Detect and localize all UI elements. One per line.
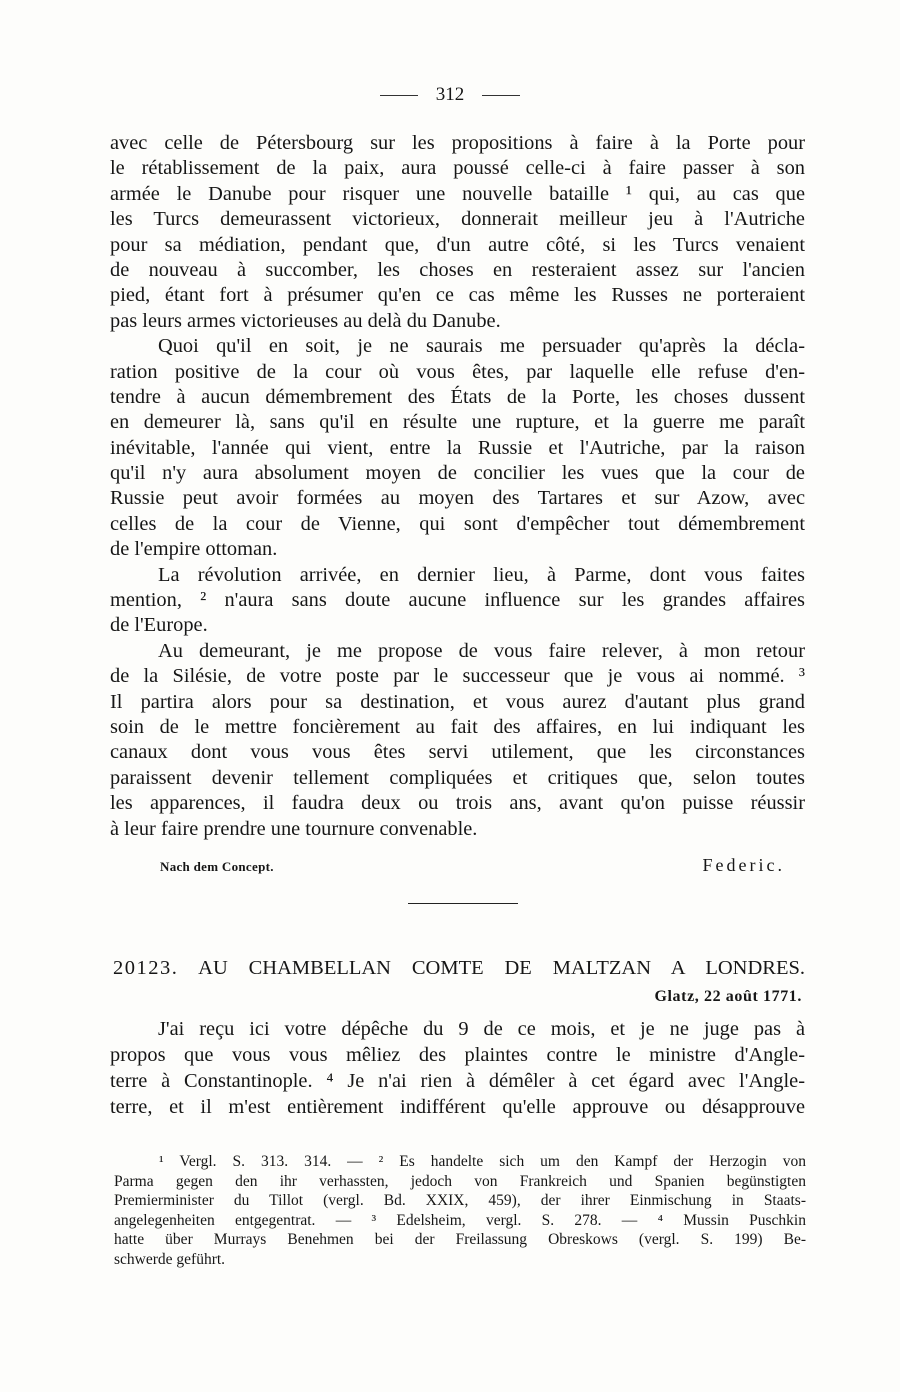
text-line: armée le Danube pour risquer une nouvelle bataille ¹ qui, au cas que [110, 182, 805, 205]
text-line: les apparences, il faudra deux ou trois ans, avant qu'on puisse réussir [110, 792, 805, 815]
text-line: qu'il n'y aura absolument moyen de concilier les vues que la cour de [110, 462, 805, 485]
document-number: 20123. [113, 957, 179, 979]
text-line: La révolution arrivée, en dernier lieu, à Parme, dont vous faites [158, 563, 805, 586]
place-date: Glatz, 22 août 1771. [654, 988, 802, 1005]
text-line: avec celle de Pétersbourg sur les propositions à faire à la Porte pour [110, 132, 805, 154]
document-title: AU CHAMBELLAN COMTE DE MALTZAN A LONDRES. [198, 957, 806, 979]
document-heading [113, 957, 805, 980]
text-line: de l'empire ottoman. [110, 538, 278, 561]
text-line: propos que vous vous mêliez des plaintes contre le ministre d'Angle- [110, 1044, 805, 1066]
header-rule-left [380, 95, 418, 96]
text-line: tendre à aucun démembrement des États de la Porte, les choses dussent [110, 385, 805, 408]
text-line: à leur faire prendre une tournure convenable. [110, 817, 478, 840]
footnote-line: angelegenheiten entgegentrat. — ³ Edelsheim, vergl. S. 278. — ⁴ Mussin Puschkin [114, 1211, 806, 1229]
text-line: mention, ² n'aura sans doute aucune influence sur les grandes affaires [110, 589, 805, 612]
signature: Federic. [702, 855, 785, 875]
text-line: terre à Constantinople. ⁴ Je n'ai rien à démêler à cet égard avec l'Angle- [110, 1070, 805, 1092]
second-letter-body [110, 1016, 805, 1120]
footnote-line: ¹ Vergl. S. 313. 314. — ² Es handelte sich um den Kampf der Herzogin von [159, 1153, 806, 1170]
header-rule-right [482, 95, 520, 96]
text-line: Russie peut avoir formées au moyen des Tartares et sur Azow, avec [110, 487, 805, 510]
page-number: 312 [435, 84, 465, 105]
footnote-line: Premierminister du Tillot (vergl. Bd. XXIX, 459), der ihrer Einmischung in Staats- [114, 1192, 806, 1209]
source-note: Nach dem Concept. [160, 859, 274, 874]
text-line: terre, et il m'est entièrement indifférent qu'elle approuve ou désapprouve [110, 1096, 805, 1118]
footnote-line: hatte über Murrays Benehmen bei der Freilassung Obreskows (vergl. S. 199) Be- [114, 1231, 806, 1248]
text-line: pas leurs armes victorieuses au delà du Danube. [110, 309, 501, 332]
text-line: inévitable, l'année qui vient, entre la Russie et l'Autriche, par la raison [110, 436, 805, 459]
footnotes [114, 1152, 806, 1269]
text-line: pied, étant fort à présumer qu'en ce cas même les Russes ne porteraient [110, 284, 805, 307]
letter-body [110, 131, 805, 842]
text-line: de nouveau à succomber, les choses en resteraient assez sur l'ancien [110, 258, 805, 281]
page-header [0, 84, 900, 106]
text-line: J'ai reçu ici votre dépêche du 9 de ce mois, et je ne juge pas à [158, 1018, 805, 1040]
text-line: de l'Europe. [110, 614, 208, 637]
text-line: Quoi qu'il en soit, je ne saurais me persuader qu'après la décla- [158, 335, 805, 358]
text-line: canaux dont vous vous êtes servi utilement, que les circonstances [110, 741, 805, 764]
text-line: le rétablissement de la paix, aura poussé celle-ci à faire passer à son [110, 157, 805, 180]
text-line: Il partira alors pour sa destination, et vous aurez d'autant plus grand [110, 690, 805, 713]
footnote-line: Parma gegen den ihr verhassten, jedoch von Frankreich und Spanien begünstigten [114, 1172, 806, 1190]
text-line: soin de le mettre foncièrement au fait des affaires, en lui indiquant les [110, 715, 805, 738]
text-line: Au demeurant, je me propose de vous faire relever, à mon retour [158, 639, 805, 662]
text-line: celles de la cour de Vienne, qui sont d'empêcher tout démembrement [110, 512, 805, 535]
text-line: de la Silésie, de votre poste par le successeur que je vous ai nommé. ³ [110, 665, 805, 688]
text-line: les Turcs demeurassent victorieux, donnerait meilleur jeu à l'Autriche [110, 208, 805, 231]
closing-row [110, 855, 785, 881]
footnote-line: schwerde geführt. [114, 1250, 226, 1268]
text-line: paraissent devenir tellement compliquées et critiques que, selon toutes [110, 766, 805, 789]
section-divider [408, 903, 518, 904]
text-line: en demeurer là, sans qu'il en résulte une rupture, et la guerre me paraît [110, 411, 805, 434]
text-line: pour sa médiation, pendant que, d'un autre côté, si les Turcs venaient [110, 233, 805, 256]
text-line: ration positive de la cour où vous êtes, par laquelle elle refuse d'en- [110, 360, 805, 383]
